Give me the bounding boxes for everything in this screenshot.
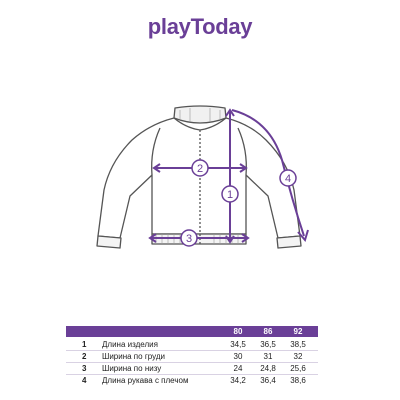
- table-row: 2 Ширина по груди 30 31 32: [82, 352, 303, 361]
- table-row: 1 Длина изделия 34,5 36,5 38,5: [82, 340, 306, 349]
- measure-marker-4: [280, 170, 296, 186]
- size-92: 92: [293, 327, 303, 336]
- brand-logo: playToday: [147, 14, 253, 39]
- size-80: 80: [233, 327, 243, 336]
- table-row: 3 Ширина по низу 24 24,8 25,6: [82, 364, 306, 373]
- measure-marker-3: [181, 230, 197, 246]
- svg-text:1: 1: [226, 189, 234, 201]
- table-row: 4 Длина рукава с плечом 34,2 36,4 38,6: [82, 376, 306, 385]
- size-86: 86: [263, 327, 273, 336]
- svg-text:4: 4: [284, 173, 292, 185]
- measure-marker-2: [192, 160, 208, 176]
- jacket-outline: [97, 106, 301, 248]
- svg-text:3: 3: [185, 233, 193, 245]
- svg-text:2: 2: [196, 163, 204, 175]
- measure-marker-1: [222, 186, 238, 202]
